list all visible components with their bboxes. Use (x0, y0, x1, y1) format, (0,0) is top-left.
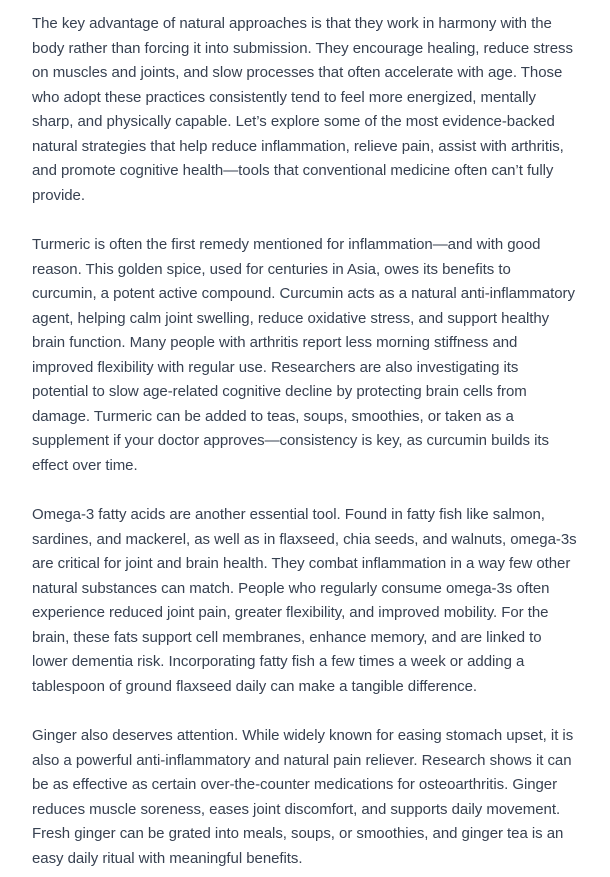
paragraph-natural-approaches: The key advantage of natural approaches is that they work in harmony with the body rather than forcing it into submission. They encourage healing, reduce stress on muscles and joints, and slow processes that often accelerate with age. Those who adopt these practices consistently tend to feel more energized, mentally sharp, and physically capable. Let’s explore some of the most evidence-backed natural strategies that help reduce inflammation, relieve pain, assist with arthritis, and promote cognitive health—tools that conventional medicine often can’t fully provide. (32, 15, 573, 204)
paragraph-ginger: Ginger also deserves attention. While widely known for easing stomach upset, it is also a powerful anti-inflammatory and natural pain reliever. Research shows it can be as effective as certain over-the-counter medications for osteoarthritis. Ginger reduces muscle soreness, eases joint discomfort, and supports daily movement. Fresh ginger can be grated into meals, soups, or smoothies, and ginger tea is an easy daily ritual with meaningful benefits. (32, 727, 574, 867)
paragraph-omega-3: Omega-3 fatty acids are another essential tool. Found in fatty fish like salmon, sardines, and mackerel, as well as in flaxseed, chia seeds, and walnuts, omega-3s are critical for joint and brain health. They combat inflammation in a way few other natural substances can match. People who regularly consume omega-3s often experience reduced joint pain, greater flexibility, and improved mobility. For the brain, these fats support cell membranes, enhance memory, and are linked to lower dementia risk. Incorporating fatty fish a few times a week or adding a tablespoon of ground flaxseed daily can make a tangible difference. (32, 506, 577, 695)
paragraph-turmeric: Turmeric is often the first remedy mentioned for inflammation—and with good reason. This golden spice, used for centuries in Asia, owes its benefits to curcumin, a potent active compound. Curcumin acts as a natural anti-inflammatory agent, helping calm joint swelling, reduce oxidative stress, and support healthy brain function. Many people with arthritis report less morning stiffness and improved flexibility with regular use. Researchers are also investigating its potential to slow age-related cognitive decline by protecting brain cells from damage. Turmeric can be added to teas, soups, smoothies, or taken as a supplement if your doctor approves—consistency is key, as curcumin builds its effect over time. (32, 236, 575, 474)
